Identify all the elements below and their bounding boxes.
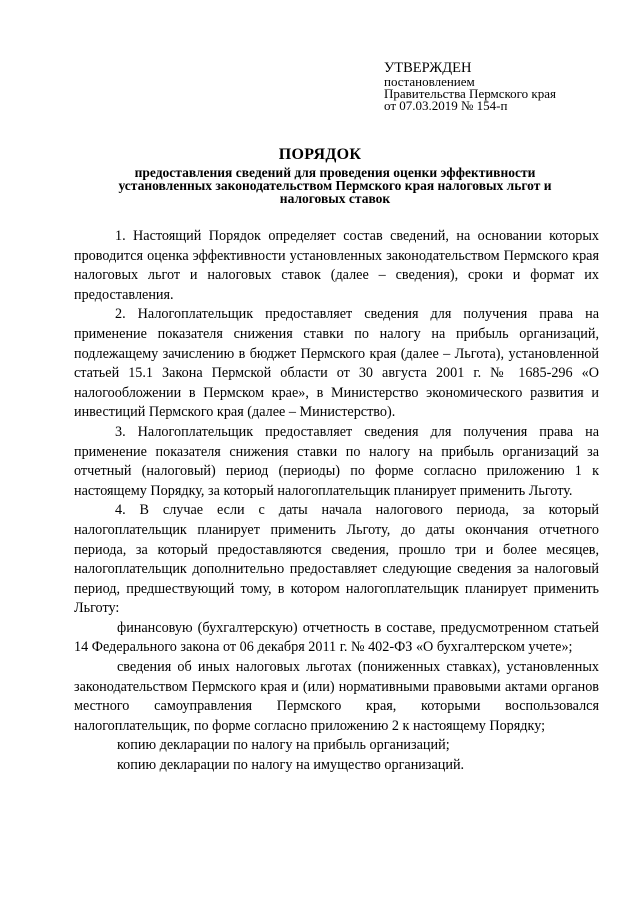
document-title: ПОРЯДОК: [278, 146, 362, 163]
paragraph: 3. Налогоплательщик предоставляет сведения для получения права на применение показателя снижения ставки по налогу на прибыль организаций за отчетный (налоговый) период (периоды) по форме согласно приложению 1 к настоящему Порядку, за который налогоплательщик планирует применить Льготу.: [74, 423, 599, 499]
approval-line: от 07.03.2019 № 154-п: [384, 98, 508, 113]
paragraph: 1. Настоящий Порядок определяет состав сведений, на основании которых проводится оценка эффективности установленных законодательством Пермского края налоговых льгот и налоговых ставок (далее – сведения), сроки и формат их предоставления.: [74, 228, 599, 303]
paragraph: 4. В случае если с даты начала налогового периода, за который налогоплательщик планирует применить Льготу, до даты окончания отчетного периода, за который предоставляются сведения, прошло три и более месяцев, налогоплательщик дополнительно предоставляет следующие сведения за налоговый период, предшествующий тому, в котором налогоплательщик планирует применить Льготу:: [74, 502, 599, 617]
document-body: [74, 227, 599, 776]
approval-heading: УТВЕРЖДЕН: [384, 60, 472, 76]
approval-line: Правительства Пермского края: [384, 86, 556, 101]
list-item: копию декларации по налогу на имущество организаций.: [117, 757, 465, 774]
list-item: финансовую (бухгалтерскую) отчетность в составе, предусмотренном статьей 14 Федерального закона от 06 декабря 2011 г. № 402-ФЗ «О бухгалтерском учете»;: [74, 619, 599, 656]
list-item: копию декларации по налогу на прибыль организаций;: [117, 737, 450, 754]
list-item: сведения об иных налоговых льготах (пониженных ставках), установленных законодательством Пермского края и (или) нормативными правовыми актами органов местного самоуправления Пермского края, которыми воспользовался налогоплательщик, по форме согласно приложению 2 к настоящему Порядку;: [74, 659, 599, 734]
approval-block: [384, 60, 614, 112]
approval-line: постановлением: [384, 74, 475, 89]
document-subtitle: предоставления сведений для проведения оценки эффективности установленных законодательством Пермского края налоговых льгот и налоговых ставок: [118, 165, 552, 206]
paragraph: 2. Налогоплательщик предоставляет сведения для получения права на применение показателя снижения ставки по налогу на прибыль организаций, подлежащему зачислению в бюджет Пермского края (далее – Льгота), установленной статьей 15.1 Закона Пермской области от 30 августа 2001 г. № 1685-296 «О налогообложении в Пермском крае», в Министерство экономического развития и инвестиций Пермского края (далее – Министерство).: [74, 306, 599, 421]
